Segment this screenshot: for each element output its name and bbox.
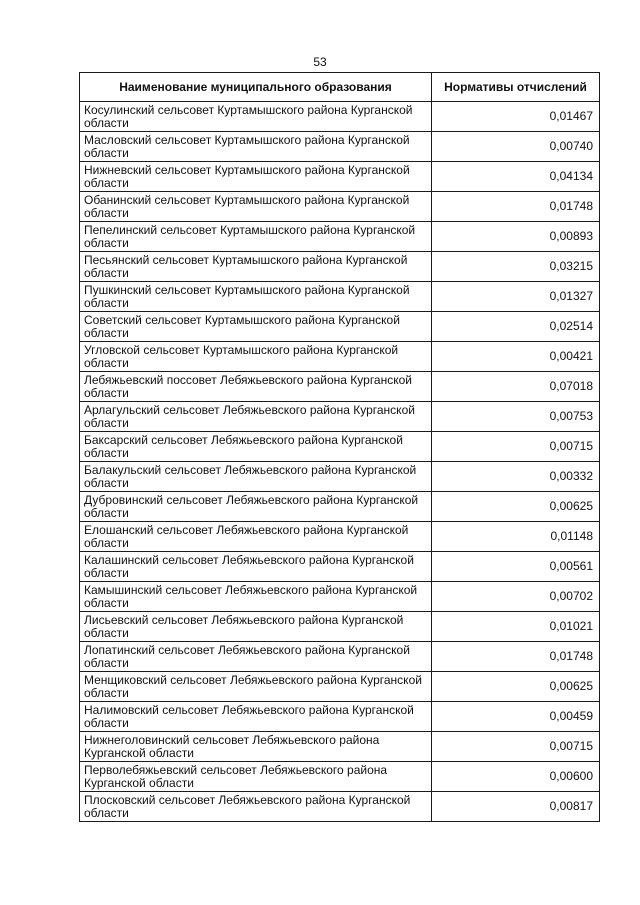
norm-value-cell: 0,00817 xyxy=(432,792,600,822)
table-row xyxy=(80,312,600,342)
municipality-name-cell: Обанинский сельсовет Куртамышского района Курганской области xyxy=(80,192,432,222)
norm-value-cell: 0,00715 xyxy=(432,432,600,462)
norm-value-cell: 0,01148 xyxy=(432,522,600,552)
table-row xyxy=(80,372,600,402)
municipality-name-cell: Нижневский сельсовет Куртамышского района Курганской области xyxy=(80,162,432,192)
norm-value-cell: 0,03215 xyxy=(432,252,600,282)
norm-value-cell: 0,00740 xyxy=(432,132,600,162)
table-row xyxy=(80,252,600,282)
table-row xyxy=(80,402,600,432)
table-row xyxy=(80,282,600,312)
norm-value-cell: 0,00561 xyxy=(432,552,600,582)
municipality-name-cell: Арлагульский сельсовет Лебяжьевского района Курганской области xyxy=(80,402,432,432)
norm-value-cell: 0,07018 xyxy=(432,372,600,402)
table-row xyxy=(80,192,600,222)
municipality-name-cell: Балакульский сельсовет Лебяжьевского района Курганской области xyxy=(80,462,432,492)
municipality-name-cell: Лебяжьевский поссовет Лебяжьевского района Курганской области xyxy=(80,372,432,402)
norm-value-cell: 0,01467 xyxy=(432,102,600,132)
table-row xyxy=(80,762,600,792)
header-municipality-name: Наименование муниципального образования xyxy=(80,73,432,102)
municipality-name-cell: Угловской сельсовет Куртамышского района Курганской области xyxy=(80,342,432,372)
norm-value-cell: 0,00702 xyxy=(432,582,600,612)
norm-value-cell: 0,01021 xyxy=(432,612,600,642)
norms-table xyxy=(79,72,600,822)
norm-value-cell: 0,01327 xyxy=(432,282,600,312)
norm-value-cell: 0,02514 xyxy=(432,312,600,342)
municipality-name-cell: Калашинский сельсовет Лебяжьевского района Курганской области xyxy=(80,552,432,582)
table-row xyxy=(80,492,600,522)
table-row xyxy=(80,462,600,492)
table-row xyxy=(80,132,600,162)
table-row xyxy=(80,702,600,732)
table-row xyxy=(80,102,600,132)
municipality-name-cell: Масловский сельсовет Куртамышского района Курганской области xyxy=(80,132,432,162)
norm-value-cell: 0,01748 xyxy=(432,642,600,672)
municipality-name-cell: Песьянский сельсовет Куртамышского района Курганской области xyxy=(80,252,432,282)
municipality-name-cell: Менщиковский сельсовет Лебяжьевского района Курганской области xyxy=(80,672,432,702)
municipality-name-cell: Перволебяжьевский сельсовет Лебяжьевского района Курганской области xyxy=(80,762,432,792)
municipality-name-cell: Камышинский сельсовет Лебяжьевского района Курганской области xyxy=(80,582,432,612)
municipality-name-cell: Пепелинский сельсовет Куртамышского района Курганской области xyxy=(80,222,432,252)
table-header-row xyxy=(80,73,600,102)
municipality-name-cell: Косулинский сельсовет Куртамышского района Курганской области xyxy=(80,102,432,132)
table-row xyxy=(80,732,600,762)
table-row xyxy=(80,792,600,822)
table-row xyxy=(80,522,600,552)
table-row xyxy=(80,162,600,192)
municipality-name-cell: Лисьевский сельсовет Лебяжьевского района Курганской области xyxy=(80,612,432,642)
norm-value-cell: 0,00893 xyxy=(432,222,600,252)
norm-value-cell: 0,00421 xyxy=(432,342,600,372)
municipality-name-cell: Баксарский сельсовет Лебяжьевского района Курганской области xyxy=(80,432,432,462)
norm-value-cell: 0,00753 xyxy=(432,402,600,432)
table-row xyxy=(80,582,600,612)
municipality-name-cell: Налимовский сельсовет Лебяжьевского района Курганской области xyxy=(80,702,432,732)
municipality-name-cell: Нижнеголовинский сельсовет Лебяжьевского района Курганской области xyxy=(80,732,432,762)
norm-value-cell: 0,00625 xyxy=(432,492,600,522)
norm-value-cell: 0,01748 xyxy=(432,192,600,222)
municipality-name-cell: Советский сельсовет Куртамышского района Курганской области xyxy=(80,312,432,342)
table-row xyxy=(80,342,600,372)
municipality-name-cell: Пушкинский сельсовет Куртамышского района Курганской области xyxy=(80,282,432,312)
municipality-name-cell: Плосковский сельсовет Лебяжьевского района Курганской области xyxy=(80,792,432,822)
table-row xyxy=(80,552,600,582)
municipality-name-cell: Лопатинский сельсовет Лебяжьевского района Курганской области xyxy=(80,642,432,672)
table-row xyxy=(80,432,600,462)
municipality-name-cell: Дубровинский сельсовет Лебяжьевского района Курганской области xyxy=(80,492,432,522)
norm-value-cell: 0,00332 xyxy=(432,462,600,492)
table-row xyxy=(80,672,600,702)
table-row xyxy=(80,642,600,672)
table-row xyxy=(80,612,600,642)
norm-value-cell: 0,00600 xyxy=(432,762,600,792)
norm-value-cell: 0,00625 xyxy=(432,672,600,702)
norm-value-cell: 0,00715 xyxy=(432,732,600,762)
norm-value-cell: 0,04134 xyxy=(432,162,600,192)
norm-value-cell: 0,00459 xyxy=(432,702,600,732)
municipality-name-cell: Елошанский сельсовет Лебяжьевского района Курганской области xyxy=(80,522,432,552)
table-row xyxy=(80,222,600,252)
header-deduction-norms: Нормативы отчислений xyxy=(432,73,600,102)
page-number: 53 xyxy=(313,55,327,69)
